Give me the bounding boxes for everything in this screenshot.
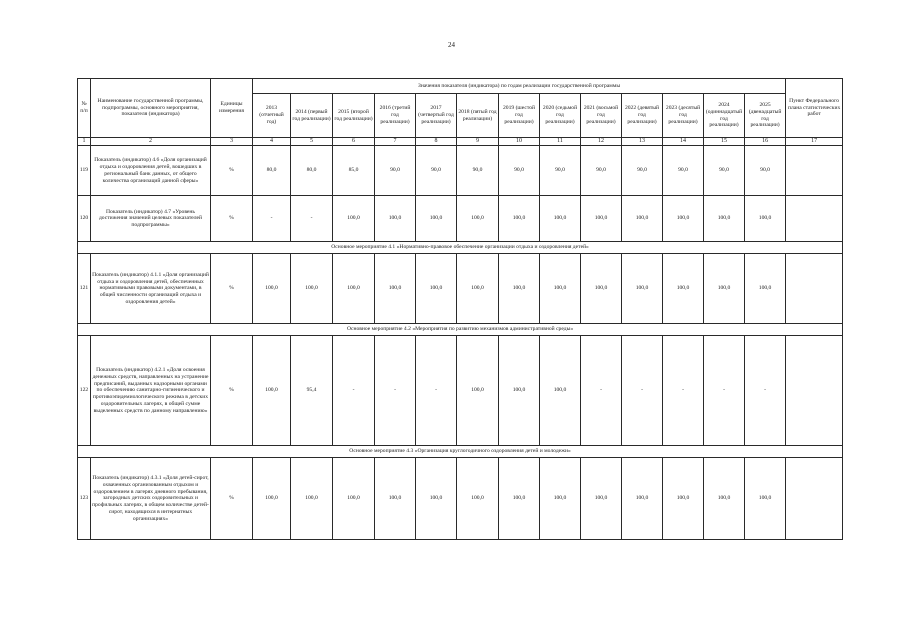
value-cell: 100,0 xyxy=(375,458,416,540)
value-cell: 100,0 xyxy=(416,254,457,324)
value-cell: 100,0 xyxy=(499,254,540,324)
row-number: 123 xyxy=(78,458,91,540)
value-cell: 100,0 xyxy=(499,196,540,242)
header-federal-plan: Пункт Федерального плана статистических работ xyxy=(786,79,843,138)
value-cell: 100,0 xyxy=(457,458,499,540)
header-year: 2019 (шестой год реализации) xyxy=(499,94,540,138)
value-cell: 100,0 xyxy=(291,458,333,540)
indicators-table xyxy=(77,78,843,540)
federal-plan-cell xyxy=(786,254,843,324)
header-year: 2017 (четвертый год реализации) xyxy=(416,94,457,138)
value-cell: - xyxy=(704,336,745,446)
value-cell: - xyxy=(416,336,457,446)
column-number: 1 xyxy=(78,138,91,146)
header-year: 2018 (пятый год реализации) xyxy=(457,94,499,138)
value-cell: 100,0 xyxy=(704,196,745,242)
value-cell: 100,0 xyxy=(540,254,581,324)
value-cell: 100,0 xyxy=(581,196,622,242)
value-cell: 90,0 xyxy=(375,146,416,196)
indicator-name: Показатель (индикатор) 4.3.1 «Доля детей-сирот, охваченных организованным отдыхом и оздоровлением в лагерях дневного пребывания, загородных детских оздоровительных и профильных лагерях, в общем количестве детей-сирот, находящихся в интернатных организациях» xyxy=(91,458,211,540)
value-cell: - xyxy=(333,336,375,446)
section-title: Основное мероприятие 4.3 «Организация круглогодичного оздоровления детей и молодежи» xyxy=(78,446,843,458)
value-cell: 85,0 xyxy=(333,146,375,196)
header-name: Наименование государственной программы, подпрограммы, основного мероприятия, показателя (индикатора) xyxy=(91,79,211,138)
unit-cell: % xyxy=(211,336,253,446)
value-cell: 100,0 xyxy=(333,196,375,242)
header-year: 2025 (двенадцатый год реализации) xyxy=(745,94,786,138)
header-year: 2016 (третий год реализации) xyxy=(375,94,416,138)
table-row xyxy=(78,196,843,242)
value-cell: 100,0 xyxy=(253,458,291,540)
unit-cell: % xyxy=(211,146,253,196)
unit-cell: % xyxy=(211,196,253,242)
value-cell: 100,0 xyxy=(333,254,375,324)
indicator-name: Показатель (индикатор) 4.1.1 «Доля организаций отдыха и оздоровления детей, обеспеченных нормативными правовыми документами, в общей численности организаций отдыха и оздоровления детей» xyxy=(91,254,211,324)
column-number: 12 xyxy=(581,138,622,146)
value-cell: 100,0 xyxy=(291,254,333,324)
value-cell: 100,0 xyxy=(375,196,416,242)
header-unit: Единицы измерения xyxy=(211,79,253,138)
row-number: 122 xyxy=(78,336,91,446)
column-number: 4 xyxy=(253,138,291,146)
indicator-name: Показатель (индикатор) 4.2.1 «Доля освоения денежных средств, направленных на устранение предписаний, выданных надзорными органами по обеспечению санитарно-гигиенического и противоэпидемиологического режима в детских оздоровительных лагерях, в общей сумме выделенных средств по данному направлению» xyxy=(91,336,211,446)
value-cell: 90,0 xyxy=(416,146,457,196)
value-cell: 100,0 xyxy=(499,458,540,540)
value-cell: 100,0 xyxy=(622,196,663,242)
column-number: 3 xyxy=(211,138,253,146)
column-number: 11 xyxy=(540,138,581,146)
section-row xyxy=(78,446,843,458)
column-number: 16 xyxy=(745,138,786,146)
value-cell: 100,0 xyxy=(663,458,704,540)
value-cell: 90,0 xyxy=(622,146,663,196)
header-year: 2020 (седьмой год реализации) xyxy=(540,94,581,138)
value-cell: 90,0 xyxy=(581,146,622,196)
column-number: 17 xyxy=(786,138,843,146)
value-cell: - xyxy=(581,336,622,446)
value-cell: 100,0 xyxy=(622,254,663,324)
value-cell: 90,0 xyxy=(499,146,540,196)
value-cell: 80,0 xyxy=(291,146,333,196)
column-number: 10 xyxy=(499,138,540,146)
value-cell: 90,0 xyxy=(745,146,786,196)
header-year: 2022 (девятый год реализации) xyxy=(622,94,663,138)
value-cell: 100,0 xyxy=(457,336,499,446)
indicator-name: Показатель (индикатор) 4.7 «Уровень достижения значений целевых показателей подпрограммы» xyxy=(91,196,211,242)
section-title: Основное мероприятие 4.2 «Мероприятия по развитию механизмов административной среды» xyxy=(78,324,843,336)
page-number: 24 xyxy=(448,41,455,49)
value-cell: 90,0 xyxy=(663,146,704,196)
value-cell: 100,0 xyxy=(622,458,663,540)
column-number: 13 xyxy=(622,138,663,146)
value-cell: 90,0 xyxy=(704,146,745,196)
column-number: 9 xyxy=(457,138,499,146)
value-cell: 100,0 xyxy=(540,196,581,242)
unit-cell: % xyxy=(211,254,253,324)
column-number: 2 xyxy=(91,138,211,146)
column-number: 5 xyxy=(291,138,333,146)
header-no: № п/п xyxy=(78,79,91,138)
table-row xyxy=(78,146,843,196)
value-cell: 100,0 xyxy=(704,254,745,324)
value-cell: 100,0 xyxy=(540,458,581,540)
federal-plan-cell xyxy=(786,196,843,242)
section-row xyxy=(78,324,843,336)
unit-cell: % xyxy=(211,458,253,540)
value-cell: 100,0 xyxy=(333,458,375,540)
value-cell: 100,0 xyxy=(745,458,786,540)
value-cell: 100,0 xyxy=(663,254,704,324)
federal-plan-cell xyxy=(786,336,843,446)
value-cell: - xyxy=(291,196,333,242)
header-year: 2015 (второй год реализации) xyxy=(333,94,375,138)
header-values-group: Значения показателя (индикатора) по годам реализации государственной программы xyxy=(253,79,786,94)
value-cell: 100,0 xyxy=(416,458,457,540)
row-number: 119 xyxy=(78,146,91,196)
value-cell: - xyxy=(253,196,291,242)
column-number: 14 xyxy=(663,138,704,146)
value-cell: 100,0 xyxy=(253,254,291,324)
federal-plan-cell xyxy=(786,458,843,540)
header-year: 2013 (отчетный год) xyxy=(253,94,291,138)
table-row xyxy=(78,336,843,446)
value-cell: 100,0 xyxy=(499,336,540,446)
row-number: 121 xyxy=(78,254,91,324)
table-row xyxy=(78,254,843,324)
value-cell: - xyxy=(375,336,416,446)
table-row xyxy=(78,458,843,540)
value-cell: 100,0 xyxy=(704,458,745,540)
value-cell: - xyxy=(745,336,786,446)
value-cell: 100,0 xyxy=(457,196,499,242)
section-title: Основное мероприятие 4.1 «Нормативно-правовое обеспечение организации отдыха и оздоровления детей» xyxy=(78,242,843,254)
value-cell: 100,0 xyxy=(745,254,786,324)
column-number: 15 xyxy=(704,138,745,146)
value-cell: 100,0 xyxy=(253,336,291,446)
header-year: 2024 (одиннадцатый год реализации) xyxy=(704,94,745,138)
value-cell: 100,0 xyxy=(581,254,622,324)
value-cell: 100,0 xyxy=(745,196,786,242)
value-cell: 100,0 xyxy=(663,196,704,242)
value-cell: 100,0 xyxy=(416,196,457,242)
value-cell: 90,0 xyxy=(457,146,499,196)
section-row xyxy=(78,242,843,254)
value-cell: 100,0 xyxy=(540,336,581,446)
value-cell: 100,0 xyxy=(375,254,416,324)
value-cell: 95,4 xyxy=(291,336,333,446)
header-year: 2023 (десятый год реализации) xyxy=(663,94,704,138)
value-cell: - xyxy=(663,336,704,446)
indicator-name: Показатель (индикатор) 4.6 «Доля организаций отдыха и оздоровления детей, вошедших в региональный банк данных, от общего количества организаций данной сферы» xyxy=(91,146,211,196)
header-year: 2014 (первый год реализации) xyxy=(291,94,333,138)
row-number: 120 xyxy=(78,196,91,242)
column-number: 8 xyxy=(416,138,457,146)
value-cell: 100,0 xyxy=(581,458,622,540)
header-year: 2021 (восьмой год реализации) xyxy=(581,94,622,138)
value-cell: 100,0 xyxy=(457,254,499,324)
value-cell: - xyxy=(622,336,663,446)
column-number: 7 xyxy=(375,138,416,146)
column-number: 6 xyxy=(333,138,375,146)
value-cell: 80,0 xyxy=(253,146,291,196)
federal-plan-cell xyxy=(786,146,843,196)
value-cell: 90,0 xyxy=(540,146,581,196)
